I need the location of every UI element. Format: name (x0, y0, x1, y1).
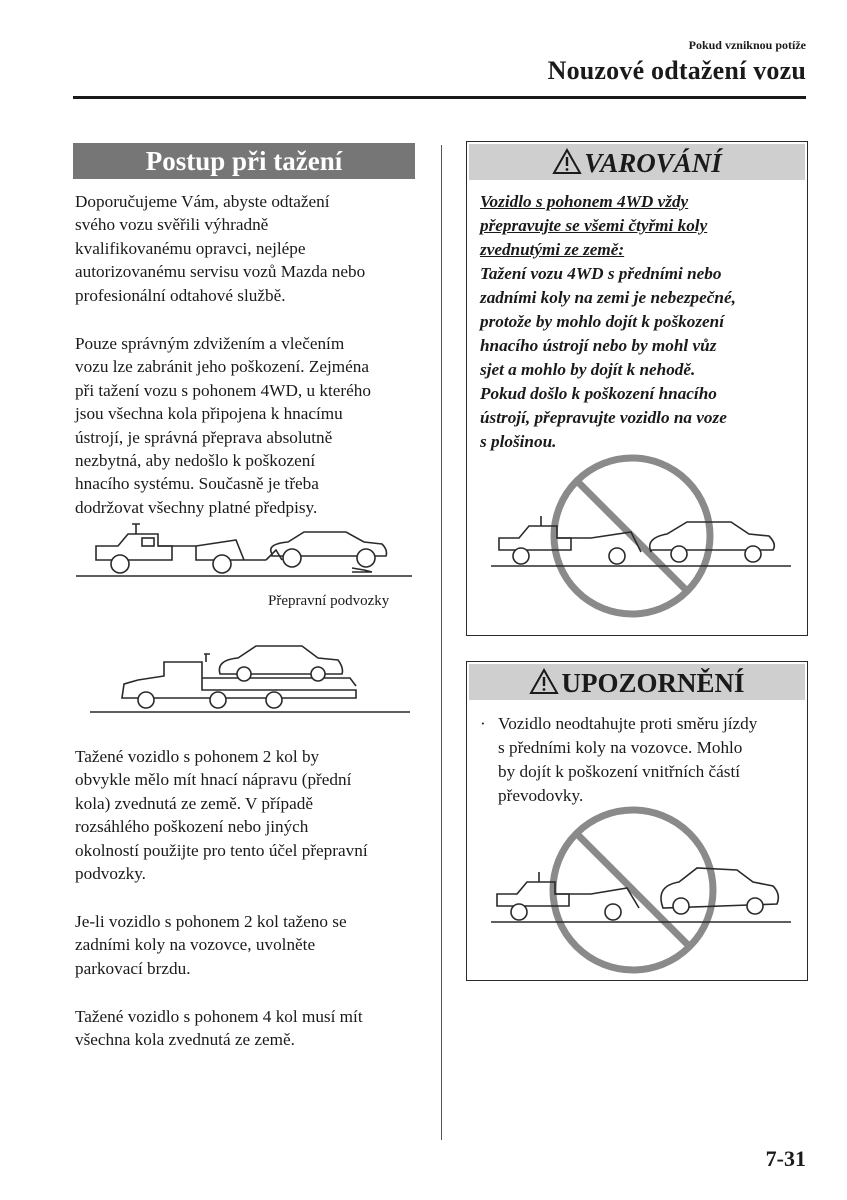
warning-triangle-icon (552, 148, 582, 175)
paragraph-1: Doporučujeme Vám, abyste odtažení svého vozu svěřili výhradně kvalifikovanému opravci, nejlépe autorizovanému servisu vozů Mazda nebo profesionální odtahové službě. (75, 192, 366, 305)
warning-body (480, 190, 800, 454)
caution-header (469, 664, 805, 700)
prohibited-tow-illustration (491, 802, 791, 978)
running-header-title: Nouzové odtažení vozu (547, 56, 806, 85)
caution-box (466, 661, 808, 981)
paragraph-2: Pouze správným zdvižením a vlečením vozu lze zabránit jeho poškození. Zejména při tažení vozu s pohonem 4WD, u kterého jsou všechna kola připojena k hnacímu ústrojí, je správná přeprava absolutně nezbytná, aby nedošlo k poškození hnacího systému. Současně je třeba dodržovat všechny platné předpisy. (75, 334, 371, 517)
warning-title: VAROVÁNÍ (584, 148, 722, 178)
column-divider (441, 145, 442, 1140)
warning-header (469, 144, 805, 180)
caution-text: Vozidlo neodtahujte proti směru jízdy s předními koly na vozovce. Mohlo by dojít k poškození vnitřních částí převodovky. (498, 714, 758, 805)
paragraph-4: Je-li vozidlo s pohonem 2 kol taženo se zadními koly na vozovce, uvolněte parkovací brzdu. (75, 912, 347, 978)
section-heading: Postup při tažení (73, 143, 415, 179)
caution-title: UPOZORNĚNÍ (561, 668, 745, 698)
tow-dolly-illustration (76, 520, 412, 592)
running-header-section: Pokud vzniknou potíže (688, 38, 806, 52)
warning-triangle-icon (529, 668, 559, 695)
warning-text: Tažení vozu 4WD s předními nebo zadními koly na zemi je nebezpečné, protože by mohlo dojít k poškození hnacího ústrojí nebo by mohl vůz sjet a mohlo by dojít k nehodě. Pokud došlo k poškození hnacího ústrojí, přepravujte vozidlo na voze s plošinou. (480, 264, 736, 451)
page-number: 7-31 (765, 1146, 806, 1171)
paragraph-3: Tažené vozidlo s pohonem 2 kol by obvykle mělo mít hnací nápravu (přední kola) zvednutá ze země. V případě rozsáhlého poškození nebo jiných okolností použijte pro tento účel přepravní podvozky. (75, 747, 368, 884)
warning-intro: Vozidlo s pohonem 4WD vždy přepravujte se všemi čtyřmi koly zvednutými ze země: (480, 192, 708, 259)
warning-box (466, 141, 808, 636)
prohibited-tow-illustration (491, 452, 791, 622)
bullet: · (480, 714, 486, 733)
flatbed-illustration (120, 640, 410, 716)
dolly-caption: Přepravní podvozky (268, 593, 390, 609)
header-rule (73, 96, 806, 99)
paragraph-5: Tažené vozidlo s pohonem 4 kol musí mít všechna kola zvednutá ze země. (75, 1007, 363, 1050)
